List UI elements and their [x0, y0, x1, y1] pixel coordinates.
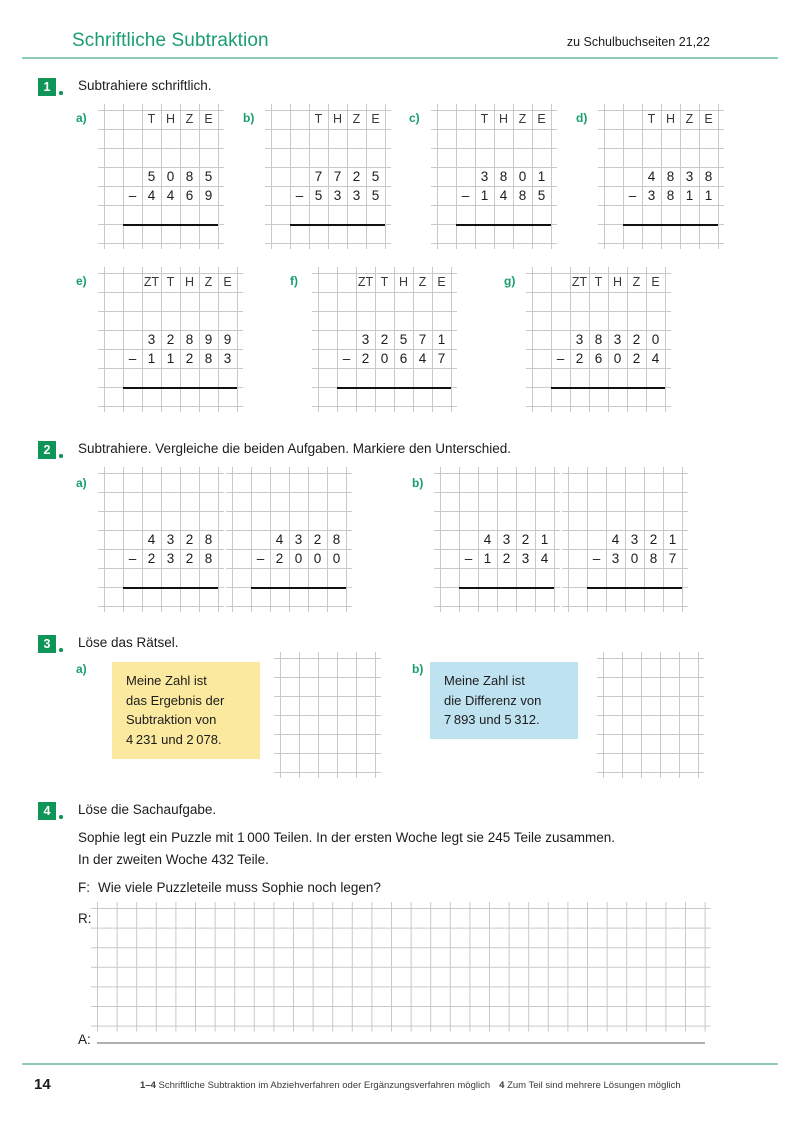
minuend-digit: 8	[332, 532, 341, 547]
minuend-digit: 2	[380, 332, 389, 347]
exercise-number-dot	[59, 91, 63, 95]
minus-sign: –	[128, 351, 137, 366]
result-line	[337, 387, 451, 389]
exercise-3-sub-label: a)	[76, 662, 87, 676]
subtrahend-digit: 4	[418, 351, 427, 366]
place-value-header: Z	[632, 275, 641, 289]
exercise-4-work-label: R:	[78, 911, 92, 926]
place-value-header: E	[437, 275, 446, 289]
place-value-header: T	[647, 112, 656, 126]
place-value-header: Z	[204, 275, 213, 289]
answer-line	[97, 1042, 705, 1044]
riddle-box-b	[430, 662, 578, 739]
subtrahend-digit: 3	[223, 351, 232, 366]
minuend-digit: 8	[704, 169, 713, 184]
minuend-digit: 0	[651, 332, 660, 347]
exercise-1-sub-label: e)	[76, 274, 87, 288]
minus-sign: –	[592, 551, 601, 566]
place-value-header: T	[166, 275, 175, 289]
subtrahend-digit: 0	[313, 551, 322, 566]
calculation-block	[104, 273, 237, 406]
subtrahend-digit: 9	[204, 188, 213, 203]
minuend-digit: 1	[540, 532, 549, 547]
riddle-line: die Differenz von	[444, 692, 542, 708]
place-value-header: E	[651, 275, 660, 289]
subtrahend-digit: 0	[630, 551, 639, 566]
footnote-text-1: Schriftliche Subtraktion im Abziehverfahren oder Ergänzungsverfahren möglich	[158, 1080, 491, 1091]
grid-lines	[597, 652, 704, 778]
minuend-digit: 8	[204, 532, 213, 547]
subtrahend-digit: 8	[204, 551, 213, 566]
minuend-digit: 2	[649, 532, 658, 547]
minuend-digit: 1	[537, 169, 546, 184]
place-value-header: Z	[418, 275, 427, 289]
calculation-block	[568, 473, 682, 606]
subtrahend-digit: 1	[685, 188, 694, 203]
subtrahend-digit: 2	[147, 551, 156, 566]
minuend-digit: 5	[399, 332, 408, 347]
exercise-2-instruction: Subtrahiere. Vergleiche die beiden Aufgaben. Markiere den Unterschied.	[78, 441, 512, 456]
calculation-block	[532, 273, 665, 406]
subtrahend-digit: 1	[166, 351, 175, 366]
place-value-header: E	[704, 112, 713, 126]
place-value-header: H	[612, 275, 623, 289]
subtrahend-digit: 0	[294, 551, 303, 566]
riddle-box-a	[112, 662, 260, 759]
result-line	[251, 587, 346, 589]
calculation-block	[604, 110, 718, 243]
footnotes	[140, 1080, 681, 1091]
exercise-3-instruction: Löse das Rätsel.	[78, 635, 179, 650]
exercise-4-number: 4	[38, 802, 56, 820]
minuend-digit: 4	[647, 169, 656, 184]
subtrahend-digit: 2	[575, 351, 584, 366]
minus-sign: –	[628, 188, 637, 203]
result-line	[587, 587, 682, 589]
minuend-digit: 8	[666, 169, 675, 184]
minuend-digit: 3	[575, 332, 584, 347]
exercise-1-sub-label: d)	[576, 111, 588, 125]
exercise-2-number: 2	[38, 441, 56, 459]
subtrahend-digit: 4	[499, 188, 508, 203]
subtrahend-digit: 6	[594, 351, 603, 366]
calculation-block	[440, 473, 554, 606]
subtrahend-digit: 5	[537, 188, 546, 203]
subtrahend-digit: 3	[647, 188, 656, 203]
minuend-digit: 2	[166, 332, 175, 347]
minuend-digit: 3	[685, 169, 694, 184]
minuend-digit: 3	[613, 332, 622, 347]
subtrahend-digit: 4	[147, 188, 156, 203]
riddle-line: Subtraktion von	[126, 712, 217, 727]
minuend-digit: 3	[294, 532, 303, 547]
minuend-digit: 1	[668, 532, 677, 547]
riddle-line: das Ergebnis der	[126, 692, 225, 708]
minuend-digit: 5	[147, 169, 156, 184]
exercise-4-story-line: Sophie legt ein Puzzle mit 1 000 Teilen. In der ersten Woche legt sie 245 Teile zusammen.	[78, 830, 616, 845]
minuend-digit: 4	[275, 532, 284, 547]
minus-sign: –	[295, 188, 304, 203]
minus-sign: –	[556, 351, 565, 366]
exercise-3-answer-grid-a[interactable]	[280, 658, 375, 772]
subtrahend-digit: 3	[333, 188, 342, 203]
subtrahend-digit: 2	[185, 551, 194, 566]
place-value-header: ZT	[571, 275, 588, 289]
subtrahend-digit: 8	[204, 351, 213, 366]
subtrahend-digit: 6	[185, 188, 194, 203]
page-title: Schriftliche Subtraktion	[72, 30, 269, 51]
exercise-4-work-grid[interactable]	[97, 908, 705, 1026]
result-line	[456, 224, 551, 226]
minuend-digit: 8	[499, 169, 508, 184]
place-value-header: H	[184, 275, 195, 289]
subtrahend-digit: 3	[611, 551, 620, 566]
place-value-header: T	[314, 112, 323, 126]
minus-sign: –	[342, 351, 351, 366]
calculation-block	[104, 110, 218, 243]
riddle-line: Meine Zahl ist	[126, 673, 207, 688]
subtrahend-digit: 7	[668, 551, 677, 566]
subtrahend-digit: 4	[651, 351, 660, 366]
schoolbook-reference: zu Schulbuchseiten 21,22	[566, 35, 710, 49]
exercise-2-sub-label: a)	[76, 476, 87, 490]
result-line	[459, 587, 554, 589]
place-value-header: H	[332, 112, 343, 126]
subtrahend-digit: 4	[540, 551, 549, 566]
subtrahend-digit: 5	[371, 188, 380, 203]
riddle-line: 4 231 und 2 078.	[126, 731, 222, 747]
minuend-digit: 2	[521, 532, 530, 547]
minus-sign: –	[464, 551, 473, 566]
exercise-1-number: 1	[38, 78, 56, 96]
result-line	[123, 587, 218, 589]
subtrahend-digit: 5	[314, 188, 323, 203]
minuend-digit: 3	[480, 169, 489, 184]
exercise-1-sub-label: b)	[243, 111, 255, 125]
exercise-1-sub-label: a)	[76, 111, 87, 125]
place-value-header: Z	[185, 112, 194, 126]
subtrahend-digit: 1	[147, 351, 156, 366]
place-value-header: Z	[352, 112, 361, 126]
minuend-digit: 3	[361, 332, 370, 347]
minuend-digit: 4	[147, 532, 156, 547]
minuend-digit: 1	[437, 332, 446, 347]
subtrahend-digit: 2	[275, 551, 284, 566]
minuend-digit: 4	[611, 532, 620, 547]
exercise-number-dot	[59, 815, 63, 819]
grid-lines	[274, 652, 381, 778]
page-number: 14	[34, 1076, 51, 1093]
exercise-3-answer-grid-b[interactable]	[603, 658, 698, 772]
exercise-number-dot	[59, 648, 63, 652]
exercise-4-question: Wie viele Puzzleteile muss Sophie noch legen?	[98, 880, 381, 895]
minuend-digit: 9	[223, 332, 232, 347]
place-value-header: H	[398, 275, 409, 289]
minuend-digit: 3	[630, 532, 639, 547]
subtrahend-digit: 8	[518, 188, 527, 203]
subtrahend-digit: 2	[185, 351, 194, 366]
minuend-digit: 2	[185, 532, 194, 547]
place-value-header: T	[147, 112, 156, 126]
minuend-digit: 0	[518, 169, 527, 184]
exercise-number-dot	[59, 454, 63, 458]
riddle-line: 7 893 und 5 312.	[444, 712, 540, 727]
place-value-header: H	[498, 112, 509, 126]
minuend-digit: 7	[418, 332, 427, 347]
exercise-4-story-line: In der zweiten Woche 432 Teile.	[78, 852, 269, 867]
place-value-header: E	[223, 275, 232, 289]
footer-divider	[22, 1063, 778, 1065]
minuend-digit: 0	[166, 169, 175, 184]
exercise-2-sub-label: b)	[412, 476, 424, 490]
exercise-1-instruction: Subtrahiere schriftlich.	[78, 78, 212, 93]
minuend-digit: 3	[502, 532, 511, 547]
minus-sign: –	[461, 188, 470, 203]
subtrahend-digit: 6	[399, 351, 408, 366]
exercise-4-answer-label: A:	[78, 1032, 91, 1047]
subtrahend-digit: 2	[632, 351, 641, 366]
minuend-digit: 7	[314, 169, 323, 184]
minuend-digit: 8	[185, 332, 194, 347]
place-value-header: Z	[685, 112, 694, 126]
subtrahend-digit: 1	[480, 188, 489, 203]
exercise-1-sub-label: f)	[290, 274, 298, 288]
riddle-line: Meine Zahl ist	[444, 673, 525, 688]
subtrahend-digit: 3	[166, 551, 175, 566]
place-value-header: T	[380, 275, 389, 289]
result-line	[123, 224, 218, 226]
result-line	[123, 387, 237, 389]
minuend-digit: 3	[166, 532, 175, 547]
minuend-digit: 5	[204, 169, 213, 184]
place-value-header: E	[371, 112, 380, 126]
exercise-3-sub-label: b)	[412, 662, 424, 676]
subtrahend-digit: 0	[380, 351, 389, 366]
exercise-4-question-label: F:	[78, 880, 90, 895]
place-value-header: E	[537, 112, 546, 126]
place-value-header: H	[665, 112, 676, 126]
subtrahend-digit: 4	[166, 188, 175, 203]
exercise-3-number: 3	[38, 635, 56, 653]
subtrahend-digit: 0	[613, 351, 622, 366]
place-value-header: T	[594, 275, 603, 289]
minuend-digit: 8	[594, 332, 603, 347]
subtrahend-digit: 1	[483, 551, 492, 566]
minuend-digit: 2	[632, 332, 641, 347]
calculation-block	[104, 473, 218, 606]
place-value-header: E	[204, 112, 213, 126]
subtrahend-digit: 3	[521, 551, 530, 566]
footnote-range-2: 4	[499, 1080, 505, 1091]
calculation-block	[437, 110, 551, 243]
place-value-header: T	[480, 112, 489, 126]
minus-sign: –	[128, 551, 137, 566]
minuend-digit: 2	[313, 532, 322, 547]
exercise-1-sub-label: g)	[504, 274, 516, 288]
place-value-header: ZT	[143, 275, 160, 289]
subtrahend-digit: 3	[352, 188, 361, 203]
minuend-digit: 5	[371, 169, 380, 184]
minuend-digit: 8	[185, 169, 194, 184]
subtrahend-digit: 2	[361, 351, 370, 366]
page-header	[0, 0, 800, 62]
header-divider	[22, 57, 778, 59]
calculation-block	[318, 273, 451, 406]
result-line	[623, 224, 718, 226]
subtrahend-digit: 1	[704, 188, 713, 203]
minuend-digit: 9	[204, 332, 213, 347]
minuend-digit: 4	[483, 532, 492, 547]
minus-sign: –	[256, 551, 265, 566]
subtrahend-digit: 0	[332, 551, 341, 566]
minus-sign: –	[128, 188, 137, 203]
minuend-digit: 7	[333, 169, 342, 184]
subtrahend-digit: 8	[649, 551, 658, 566]
footnote-range-1: 1–4	[140, 1080, 156, 1091]
subtrahend-digit: 8	[666, 188, 675, 203]
place-value-header: ZT	[357, 275, 374, 289]
exercise-4-instruction: Löse die Sachaufgabe.	[78, 802, 217, 817]
place-value-header: H	[165, 112, 176, 126]
result-line	[290, 224, 385, 226]
subtrahend-digit: 2	[502, 551, 511, 566]
place-value-header: Z	[518, 112, 527, 126]
calculation-block	[232, 473, 346, 606]
footnote-text-2: Zum Teil sind mehrere Lösungen möglich	[507, 1080, 681, 1091]
minuend-digit: 3	[147, 332, 156, 347]
subtrahend-digit: 7	[437, 351, 446, 366]
minuend-digit: 2	[352, 169, 361, 184]
calculation-block	[271, 110, 385, 243]
exercise-1-sub-label: c)	[409, 111, 420, 125]
grid-lines	[91, 902, 711, 1032]
result-line	[551, 387, 665, 389]
